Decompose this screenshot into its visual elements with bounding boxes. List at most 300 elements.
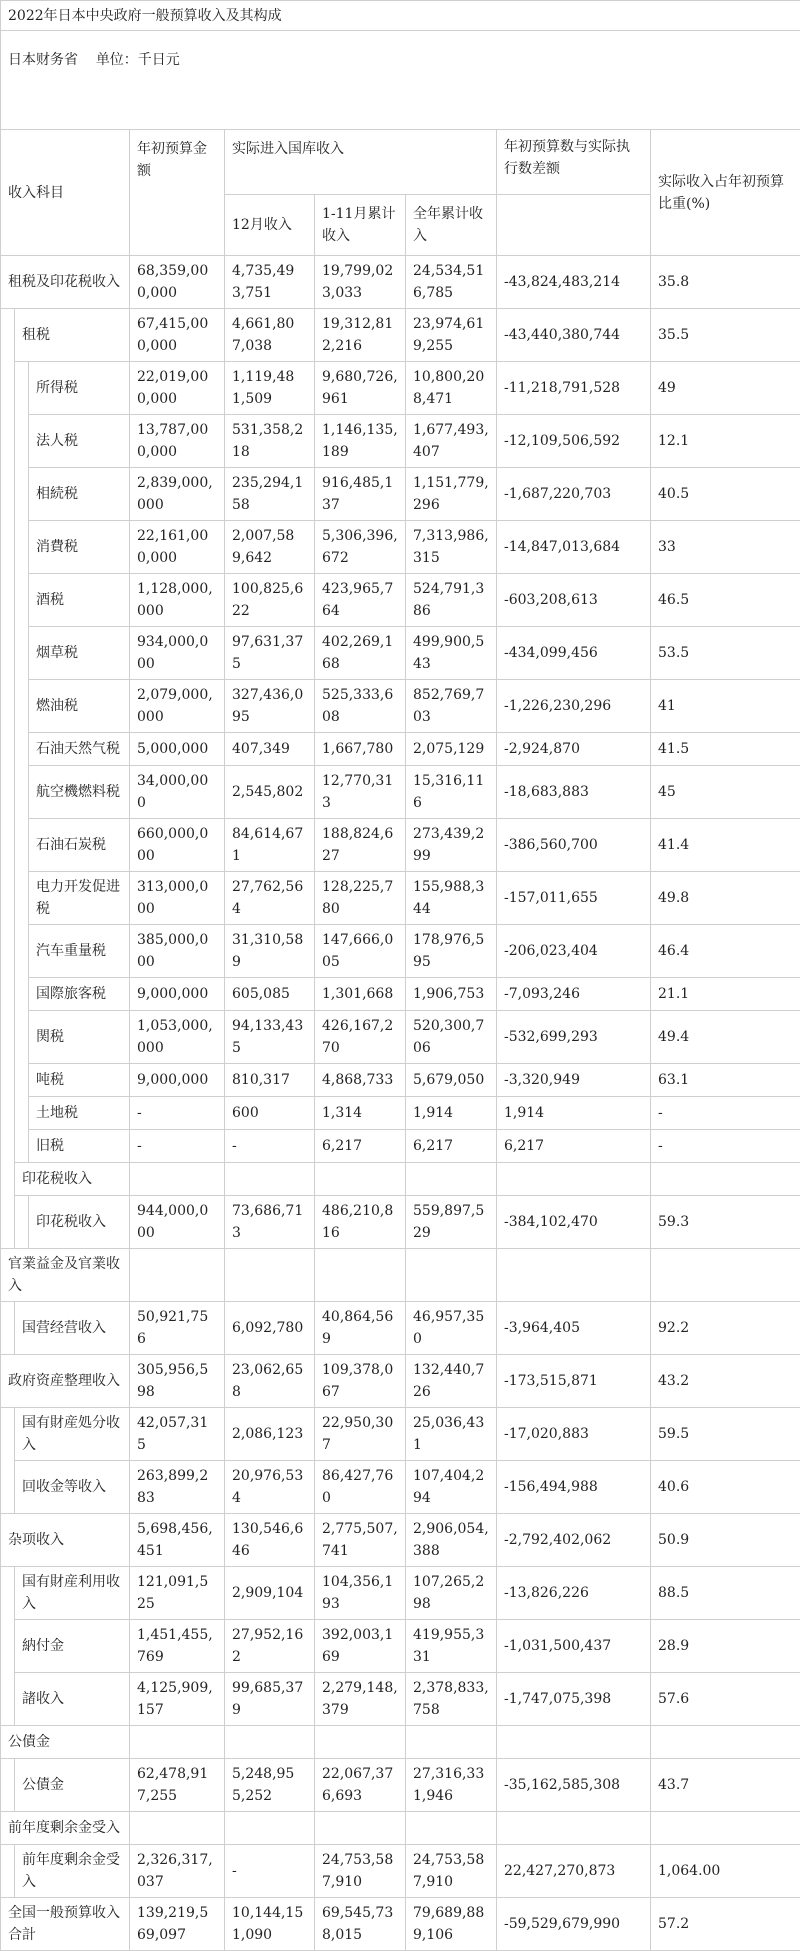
- difference-cell: [497, 1812, 651, 1845]
- budget-cell: 62,478,917,255: [130, 1759, 225, 1812]
- difference-cell: -12,109,506,592: [497, 415, 651, 468]
- indent-spacer: [1, 1759, 15, 1812]
- indent-spacer: [15, 468, 29, 521]
- budget-cell: -: [130, 1097, 225, 1130]
- row-label: 石油石炭税: [29, 819, 130, 872]
- difference-cell: -14,847,013,684: [497, 521, 651, 574]
- ratio-cell: [651, 1812, 800, 1845]
- difference-cell: -43,440,380,744: [497, 309, 651, 362]
- ratio-cell: 49.4: [651, 1011, 800, 1064]
- indent-spacer: [15, 925, 29, 978]
- difference-cell: -1,747,075,398: [497, 1673, 651, 1726]
- table-row: [1, 1620, 800, 1673]
- table-row: [1, 256, 800, 309]
- full-year-cell: [406, 1163, 497, 1196]
- december-cell: [225, 1812, 315, 1845]
- indent-spacer: [1, 1064, 15, 1097]
- budget-cell: [130, 1812, 225, 1845]
- budget-cell: 660,000,000: [130, 819, 225, 872]
- december-cell: 605,085: [225, 978, 315, 1011]
- table-row: [1, 1130, 800, 1163]
- header-ratio: 实际收入占年初预算比重(%): [651, 130, 800, 256]
- difference-cell: -434,099,456: [497, 627, 651, 680]
- indent-spacer: [15, 1011, 29, 1064]
- header-jan-nov: 1-11月累计收入: [315, 195, 406, 256]
- row-label: 石油天然气税: [29, 733, 130, 766]
- indent-spacer: [1, 819, 15, 872]
- december-cell: -: [225, 1845, 315, 1898]
- ratio-cell: 57.6: [651, 1673, 800, 1726]
- jan-nov-cell: 1,146,135,189: [315, 415, 406, 468]
- indent-spacer: [1, 872, 15, 925]
- jan-nov-cell: 128,225,780: [315, 872, 406, 925]
- row-label: 酒税: [29, 574, 130, 627]
- difference-cell: -156,494,988: [497, 1461, 651, 1514]
- ratio-cell: 59.5: [651, 1408, 800, 1461]
- indent-spacer: [1, 1567, 15, 1620]
- indent-spacer: [1, 1196, 15, 1249]
- full-year-cell: 10,800,208,471: [406, 362, 497, 415]
- ratio-cell: 88.5: [651, 1567, 800, 1620]
- difference-cell: -173,515,871: [497, 1355, 651, 1408]
- budget-cell: 22,161,000,000: [130, 521, 225, 574]
- indent-spacer: [15, 415, 29, 468]
- jan-nov-cell: 5,306,396,672: [315, 521, 406, 574]
- difference-cell: -13,826,226: [497, 1567, 651, 1620]
- jan-nov-cell: 525,333,608: [315, 680, 406, 733]
- full-year-cell: 852,769,703: [406, 680, 497, 733]
- difference-cell: -603,208,613: [497, 574, 651, 627]
- jan-nov-cell: 2,279,148,379: [315, 1673, 406, 1726]
- jan-nov-cell: 19,799,023,033: [315, 256, 406, 309]
- indent-spacer: [1, 733, 15, 766]
- budget-cell: 2,839,000,000: [130, 468, 225, 521]
- ratio-cell: 28.9: [651, 1620, 800, 1673]
- row-label: 公債金: [1, 1726, 130, 1759]
- december-cell: 84,614,671: [225, 819, 315, 872]
- budget-cell: 2,079,000,000: [130, 680, 225, 733]
- indent-spacer: [15, 1064, 29, 1097]
- jan-nov-cell: 24,753,587,910: [315, 1845, 406, 1898]
- december-cell: 97,631,375: [225, 627, 315, 680]
- difference-cell: -7,093,246: [497, 978, 651, 1011]
- full-year-cell: 23,974,619,255: [406, 309, 497, 362]
- difference-cell: -1,226,230,296: [497, 680, 651, 733]
- jan-nov-cell: 1,667,780: [315, 733, 406, 766]
- full-year-cell: 107,404,294: [406, 1461, 497, 1514]
- table-row: [1, 1064, 800, 1097]
- jan-nov-cell: 916,485,137: [315, 468, 406, 521]
- full-year-cell: 178,976,595: [406, 925, 497, 978]
- jan-nov-cell: 109,378,067: [315, 1355, 406, 1408]
- indent-spacer: [15, 1196, 29, 1249]
- row-label: 吨税: [29, 1064, 130, 1097]
- ratio-cell: 33: [651, 521, 800, 574]
- ratio-cell: 12.1: [651, 415, 800, 468]
- indent-spacer: [15, 1097, 29, 1130]
- source-unit-line: [1, 31, 800, 90]
- december-cell: 4,735,493,751: [225, 256, 315, 309]
- jan-nov-cell: 4,868,733: [315, 1064, 406, 1097]
- indent-spacer: [1, 1302, 15, 1355]
- table-row: [1, 627, 800, 680]
- full-year-cell: 25,036,431: [406, 1408, 497, 1461]
- full-year-cell: [406, 1726, 497, 1759]
- full-year-cell: 132,440,726: [406, 1355, 497, 1408]
- row-label: 官業益金及官業收入: [1, 1249, 130, 1302]
- indent-spacer: [1, 574, 15, 627]
- december-cell: 130,546,646: [225, 1514, 315, 1567]
- full-year-cell: 1,677,493,407: [406, 415, 497, 468]
- jan-nov-cell: 104,356,193: [315, 1567, 406, 1620]
- december-cell: 6,092,780: [225, 1302, 315, 1355]
- budget-cell: 313,000,000: [130, 872, 225, 925]
- ratio-cell: 49: [651, 362, 800, 415]
- indent-spacer: [15, 733, 29, 766]
- indent-spacer: [1, 1097, 15, 1130]
- difference-cell: -206,023,404: [497, 925, 651, 978]
- table-row: [1, 819, 800, 872]
- difference-cell: -532,699,293: [497, 1011, 651, 1064]
- december-cell: 235,294,158: [225, 468, 315, 521]
- row-label: 法人税: [29, 415, 130, 468]
- december-cell: 10,144,151,090: [225, 1898, 315, 1951]
- row-label: 所得税: [29, 362, 130, 415]
- ratio-cell: 35.5: [651, 309, 800, 362]
- row-label: 回收金等收入: [15, 1461, 130, 1514]
- december-cell: 20,976,534: [225, 1461, 315, 1514]
- table-row: [1, 1461, 800, 1514]
- ratio-cell: 46.4: [651, 925, 800, 978]
- december-cell: 2,909,104: [225, 1567, 315, 1620]
- indent-spacer: [1, 521, 15, 574]
- ratio-cell: 41: [651, 680, 800, 733]
- indent-spacer: [15, 521, 29, 574]
- full-year-cell: 2,906,054,388: [406, 1514, 497, 1567]
- december-cell: 810,317: [225, 1064, 315, 1097]
- table-row: [1, 1355, 800, 1408]
- difference-cell: -43,824,483,214: [497, 256, 651, 309]
- full-year-cell: 15,316,116: [406, 766, 497, 819]
- table-row: [1, 1163, 800, 1196]
- full-year-cell: 24,753,587,910: [406, 1845, 497, 1898]
- row-label: 电力开发促进税: [29, 872, 130, 925]
- december-cell: [225, 1163, 315, 1196]
- difference-cell: -2,924,870: [497, 733, 651, 766]
- ratio-cell: [651, 1726, 800, 1759]
- difference-cell: -17,020,883: [497, 1408, 651, 1461]
- indent-spacer: [15, 574, 29, 627]
- ratio-cell: 43.7: [651, 1759, 800, 1812]
- header-actual-group: 实际进入国库收入: [225, 130, 497, 195]
- row-label: 国有財産処分收入: [15, 1408, 130, 1461]
- budget-cell: 934,000,000: [130, 627, 225, 680]
- indent-spacer: [15, 766, 29, 819]
- indent-spacer: [1, 1673, 15, 1726]
- december-cell: 94,133,435: [225, 1011, 315, 1064]
- table-row: [1, 733, 800, 766]
- december-cell: 27,952,162: [225, 1620, 315, 1673]
- budget-cell: 5,000,000: [130, 733, 225, 766]
- jan-nov-cell: 40,864,569: [315, 1302, 406, 1355]
- full-year-cell: 155,988,344: [406, 872, 497, 925]
- full-year-cell: 107,265,298: [406, 1567, 497, 1620]
- budget-cell: [130, 1726, 225, 1759]
- full-year-cell: 559,897,529: [406, 1196, 497, 1249]
- table-row: [1, 1673, 800, 1726]
- row-label: 相続税: [29, 468, 130, 521]
- december-cell: 99,685,379: [225, 1673, 315, 1726]
- difference-cell: 6,217: [497, 1130, 651, 1163]
- header-difference: 年初预算数与实际执行数差额: [497, 130, 651, 195]
- indent-spacer: [1, 1620, 15, 1673]
- full-year-cell: 7,313,986,315: [406, 521, 497, 574]
- jan-nov-cell: 6,217: [315, 1130, 406, 1163]
- jan-nov-cell: [315, 1726, 406, 1759]
- table-row: [1, 925, 800, 978]
- december-cell: 531,358,218: [225, 415, 315, 468]
- indent-spacer: [1, 680, 15, 733]
- header-december: 12月收入: [225, 195, 315, 256]
- difference-cell: -384,102,470: [497, 1196, 651, 1249]
- row-label: 前年度剰余金受入: [1, 1812, 130, 1845]
- full-year-cell: 499,900,543: [406, 627, 497, 680]
- full-year-cell: 27,316,331,946: [406, 1759, 497, 1812]
- budget-cell: 121,091,525: [130, 1567, 225, 1620]
- full-year-cell: [406, 1249, 497, 1302]
- full-year-cell: 1,906,753: [406, 978, 497, 1011]
- jan-nov-cell: 1,301,668: [315, 978, 406, 1011]
- budget-cell: 305,956,598: [130, 1355, 225, 1408]
- table-row: [1, 1567, 800, 1620]
- indent-spacer: [1, 627, 15, 680]
- december-cell: 2,545,802: [225, 766, 315, 819]
- indent-spacer: [1, 362, 15, 415]
- jan-nov-cell: 426,167,270: [315, 1011, 406, 1064]
- ratio-cell: -: [651, 1097, 800, 1130]
- budget-cell: 5,698,456,451: [130, 1514, 225, 1567]
- jan-nov-cell: 188,824,627: [315, 819, 406, 872]
- table-row: [1, 1196, 800, 1249]
- indent-spacer: [1, 309, 15, 362]
- table-row: [1, 415, 800, 468]
- jan-nov-cell: 423,965,764: [315, 574, 406, 627]
- row-label: 国有財産利用收入: [15, 1567, 130, 1620]
- december-cell: 327,436,095: [225, 680, 315, 733]
- budget-cell: 1,128,000,000: [130, 574, 225, 627]
- header-full-year: 全年累计收入: [406, 195, 497, 256]
- header-item: 收入科目: [1, 130, 130, 256]
- row-label: 国营经营收入: [15, 1302, 130, 1355]
- header-difference-blank: [497, 195, 651, 256]
- difference-cell: -18,683,883: [497, 766, 651, 819]
- row-label: 前年度剰余金受入: [15, 1845, 130, 1898]
- row-label: 航空機燃料税: [29, 766, 130, 819]
- row-label: 杂项收入: [1, 1514, 130, 1567]
- ratio-cell: 53.5: [651, 627, 800, 680]
- december-cell: 4,661,807,038: [225, 309, 315, 362]
- december-cell: 5,248,955,252: [225, 1759, 315, 1812]
- budget-cell: 9,000,000: [130, 978, 225, 1011]
- december-cell: 1,119,481,509: [225, 362, 315, 415]
- indent-spacer: [1, 1163, 15, 1196]
- ratio-cell: 21.1: [651, 978, 800, 1011]
- indent-spacer: [15, 819, 29, 872]
- table-row: [1, 1249, 800, 1302]
- row-label: 汽车重量税: [29, 925, 130, 978]
- table-row: [1, 468, 800, 521]
- difference-cell: -11,218,791,528: [497, 362, 651, 415]
- difference-cell: -1,687,220,703: [497, 468, 651, 521]
- row-label: 燃油税: [29, 680, 130, 733]
- full-year-cell: 24,534,516,785: [406, 256, 497, 309]
- row-label: 印花税收入: [15, 1163, 130, 1196]
- ratio-cell: -: [651, 1130, 800, 1163]
- jan-nov-cell: 402,269,168: [315, 627, 406, 680]
- budget-cell: 944,000,000: [130, 1196, 225, 1249]
- row-label: 納付金: [15, 1620, 130, 1673]
- full-year-cell: 6,217: [406, 1130, 497, 1163]
- table-row: [1, 1812, 800, 1845]
- table-title: 2022年日本中央政府一般预算收入及其构成: [1, 1, 800, 31]
- budget-cell: [130, 1249, 225, 1302]
- december-cell: 27,762,564: [225, 872, 315, 925]
- jan-nov-cell: 69,545,738,015: [315, 1898, 406, 1951]
- budget-cell: 139,219,569,097: [130, 1898, 225, 1951]
- jan-nov-cell: [315, 1249, 406, 1302]
- december-cell: 31,310,589: [225, 925, 315, 978]
- difference-cell: -386,560,700: [497, 819, 651, 872]
- ratio-cell: 45: [651, 766, 800, 819]
- budget-cell: 13,787,000,000: [130, 415, 225, 468]
- ratio-cell: 40.5: [651, 468, 800, 521]
- jan-nov-cell: 147,666,005: [315, 925, 406, 978]
- table-row: [1, 1097, 800, 1130]
- ratio-cell: 57.2: [651, 1898, 800, 1951]
- budget-cell: 9,000,000: [130, 1064, 225, 1097]
- indent-spacer: [1, 1461, 15, 1514]
- ratio-cell: 59.3: [651, 1196, 800, 1249]
- ratio-cell: 50.9: [651, 1514, 800, 1567]
- december-cell: 23,062,658: [225, 1355, 315, 1408]
- ratio-cell: [651, 1249, 800, 1302]
- full-year-cell: 5,679,050: [406, 1064, 497, 1097]
- budget-cell: 2,326,317,037: [130, 1845, 225, 1898]
- budget-cell: 4,125,909,157: [130, 1673, 225, 1726]
- ratio-cell: 41.5: [651, 733, 800, 766]
- indent-spacer: [1, 415, 15, 468]
- december-cell: 407,349: [225, 733, 315, 766]
- budget-cell: 1,053,000,000: [130, 1011, 225, 1064]
- table-row: [1, 1302, 800, 1355]
- difference-cell: -3,320,949: [497, 1064, 651, 1097]
- row-label: 烟草税: [29, 627, 130, 680]
- row-label: 国際旅客税: [29, 978, 130, 1011]
- jan-nov-cell: 12,770,313: [315, 766, 406, 819]
- december-cell: 2,007,589,642: [225, 521, 315, 574]
- row-label: 旧税: [29, 1130, 130, 1163]
- ratio-cell: 49.8: [651, 872, 800, 925]
- row-label: 消費税: [29, 521, 130, 574]
- difference-cell: [497, 1249, 651, 1302]
- row-label: 租税: [15, 309, 130, 362]
- ratio-cell: 46.5: [651, 574, 800, 627]
- indent-spacer: [15, 872, 29, 925]
- table-row: [1, 766, 800, 819]
- indent-spacer: [1, 925, 15, 978]
- row-label: 印花税收入: [29, 1196, 130, 1249]
- budget-cell: 263,899,283: [130, 1461, 225, 1514]
- full-year-cell: 79,689,889,106: [406, 1898, 497, 1951]
- december-cell: [225, 1249, 315, 1302]
- ratio-cell: 92.2: [651, 1302, 800, 1355]
- table-row: [1, 1759, 800, 1812]
- row-label: 租税及印花税收入: [1, 256, 130, 309]
- jan-nov-cell: 22,950,307: [315, 1408, 406, 1461]
- budget-cell: 1,451,455,769: [130, 1620, 225, 1673]
- jan-nov-cell: 2,775,507,741: [315, 1514, 406, 1567]
- table-row: [1, 1408, 800, 1461]
- difference-cell: -157,011,655: [497, 872, 651, 925]
- spacer-row: [1, 89, 800, 130]
- december-cell: -: [225, 1130, 315, 1163]
- ratio-cell: 1,064.00: [651, 1845, 800, 1898]
- budget-cell: [130, 1163, 225, 1196]
- indent-spacer: [1, 1845, 15, 1898]
- full-year-cell: 2,075,129: [406, 733, 497, 766]
- indent-spacer: [15, 362, 29, 415]
- table-row: [1, 978, 800, 1011]
- table-row: [1, 1845, 800, 1898]
- table-row: [1, 680, 800, 733]
- table-row: [1, 574, 800, 627]
- difference-cell: 22,427,270,873: [497, 1845, 651, 1898]
- indent-spacer: [15, 978, 29, 1011]
- december-cell: 2,086,123: [225, 1408, 315, 1461]
- jan-nov-cell: [315, 1163, 406, 1196]
- indent-spacer: [1, 1011, 15, 1064]
- full-year-cell: 46,957,350: [406, 1302, 497, 1355]
- budget-cell: 68,359,000,000: [130, 256, 225, 309]
- table-row: [1, 1011, 800, 1064]
- row-label: 土地税: [29, 1097, 130, 1130]
- full-year-cell: 273,439,299: [406, 819, 497, 872]
- difference-cell: [497, 1163, 651, 1196]
- difference-cell: 1,914: [497, 1097, 651, 1130]
- budget-cell: 34,000,000: [130, 766, 225, 819]
- jan-nov-cell: 22,067,376,693: [315, 1759, 406, 1812]
- budget-cell: 385,000,000: [130, 925, 225, 978]
- row-label: 全国一般预算收入合計: [1, 1898, 130, 1951]
- indent-spacer: [15, 1130, 29, 1163]
- december-cell: [225, 1726, 315, 1759]
- jan-nov-cell: 9,680,726,961: [315, 362, 406, 415]
- jan-nov-cell: 392,003,169: [315, 1620, 406, 1673]
- unit-label: 单位：千日元: [96, 52, 180, 68]
- table-row: [1, 521, 800, 574]
- difference-cell: -2,792,402,062: [497, 1514, 651, 1567]
- row-label: 諸收入: [15, 1673, 130, 1726]
- table-row: [1, 1898, 800, 1951]
- ratio-cell: 40.6: [651, 1461, 800, 1514]
- table-row: [1, 872, 800, 925]
- table-row: [1, 362, 800, 415]
- jan-nov-cell: 1,314: [315, 1097, 406, 1130]
- full-year-cell: [406, 1812, 497, 1845]
- row-label: 関税: [29, 1011, 130, 1064]
- december-cell: 600: [225, 1097, 315, 1130]
- table-row: [1, 309, 800, 362]
